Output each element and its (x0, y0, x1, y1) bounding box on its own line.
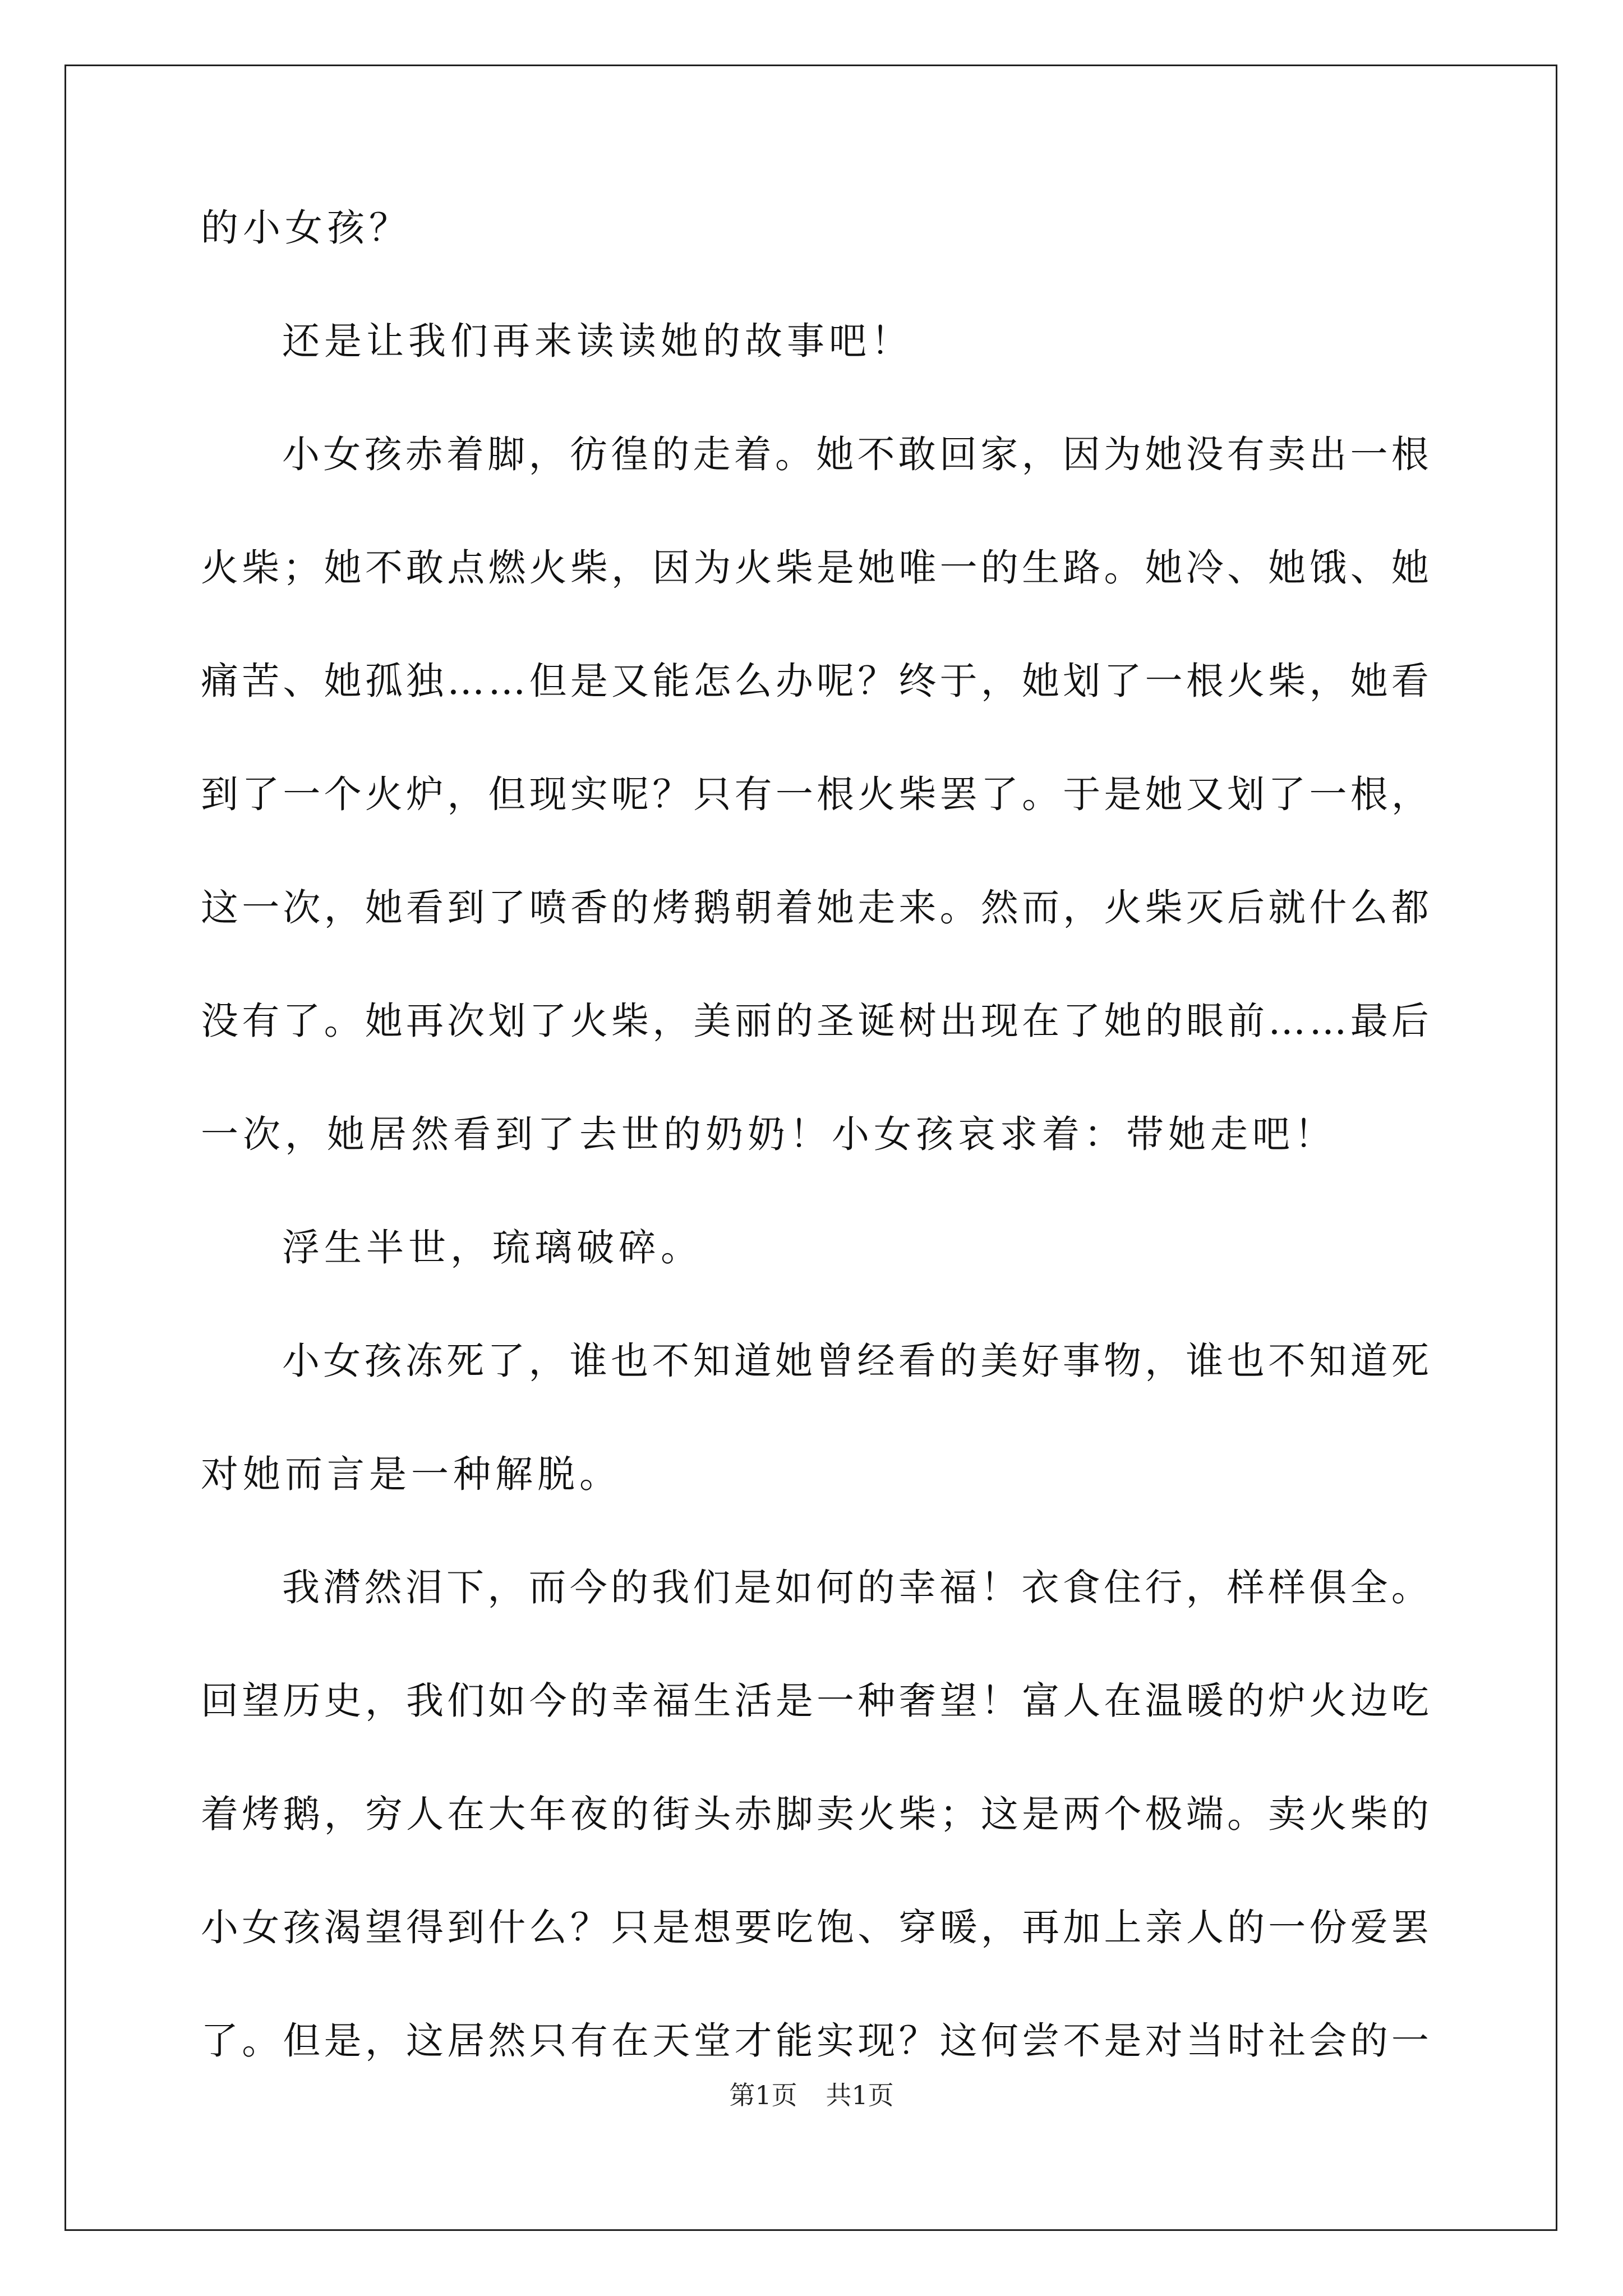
text-line: 的小女孩？ (201, 206, 411, 250)
page-number-total: 共1页 (826, 2080, 894, 2110)
text-line: 回 望 历 史 ， 我 们 如 今 的 幸 福 生 活 是 一 种 奢 望 ！ 富 人 在 温 暖 的 炉 火 边 吃 (201, 1679, 1429, 1723)
text-line: 还是让我们再来读读她的故事吧！ (282, 319, 913, 363)
text-line: 小 女 孩 渴 望 得 到 什 么 ？ 只 是 想 要 吃 饱 、 穿 暖 ， 再 加 上 亲 人 的 一 份 爱 罢 (201, 1906, 1429, 1949)
text-line: 到 了 一 个 火 炉 ， 但 现 实 呢 ？ 只 有 一 根 火 柴 罢 了 。 于 是 她 又 划 了 一 根 ， (201, 772, 1429, 816)
text-line: 没 有 了 。 她 再 次 划 了 火 柴 ， 美 丽 的 圣 诞 树 出 现 在 了 她 的 眼 前 … … 最 后 (201, 999, 1429, 1043)
document-body (201, 205, 1429, 2132)
text-line: 我 潸 然 泪 下 ， 而 今 的 我 们 是 如 何 的 幸 福 ！ 衣 食 住 行 ， 样 样 俱 全 。 (282, 1566, 1429, 1609)
text-line: 火 柴 ； 她 不 敢 点 燃 火 柴 ， 因 为 火 柴 是 她 唯 一 的 生 路 。 她 冷 、 她 饿 、 她 (201, 546, 1429, 590)
page-number-current: 第1页 (729, 2080, 797, 2110)
text-line: 小 女 孩 赤 着 脚 ， 彷 徨 的 走 着 。 她 不 敢 回 家 ， 因 为 她 没 有 卖 出 一 根 (282, 432, 1429, 476)
text-line: 了 。 但 是 ， 这 居 然 只 有 在 天 堂 才 能 实 现 ？ 这 何 尝 不 是 对 当 时 社 会 的 一 (201, 2019, 1429, 2063)
page-footer (0, 2078, 1623, 2112)
text-line: 对她而言是一种解脱。 (201, 1452, 621, 1496)
text-line: 一次，她居然看到了去世的奶奶！小女孩哀求着：带她走吧！ (201, 1112, 1336, 1156)
text-line: 浮生半世，琉璃破碎。 (282, 1226, 703, 1269)
text-line: 这 一 次 ， 她 看 到 了 喷 香 的 烤 鹅 朝 着 她 走 来 。 然 而 ， 火 柴 灭 后 就 什 么 都 (201, 886, 1429, 930)
text-line: 小 女 孩 冻 死 了 ， 谁 也 不 知 道 她 曾 经 看 的 美 好 事 物 ， 谁 也 不 知 道 死 (282, 1339, 1429, 1383)
text-line: 痛 苦 、 她 孤 独 … … 但 是 又 能 怎 么 办 呢 ？ 终 于 ， 她 划 了 一 根 火 柴 ， 她 看 (201, 659, 1429, 703)
text-line: 着 烤 鹅 ， 穷 人 在 大 年 夜 的 街 头 赤 脚 卖 火 柴 ； 这 是 两 个 极 端 。 卖 火 柴 的 (201, 1792, 1429, 1836)
